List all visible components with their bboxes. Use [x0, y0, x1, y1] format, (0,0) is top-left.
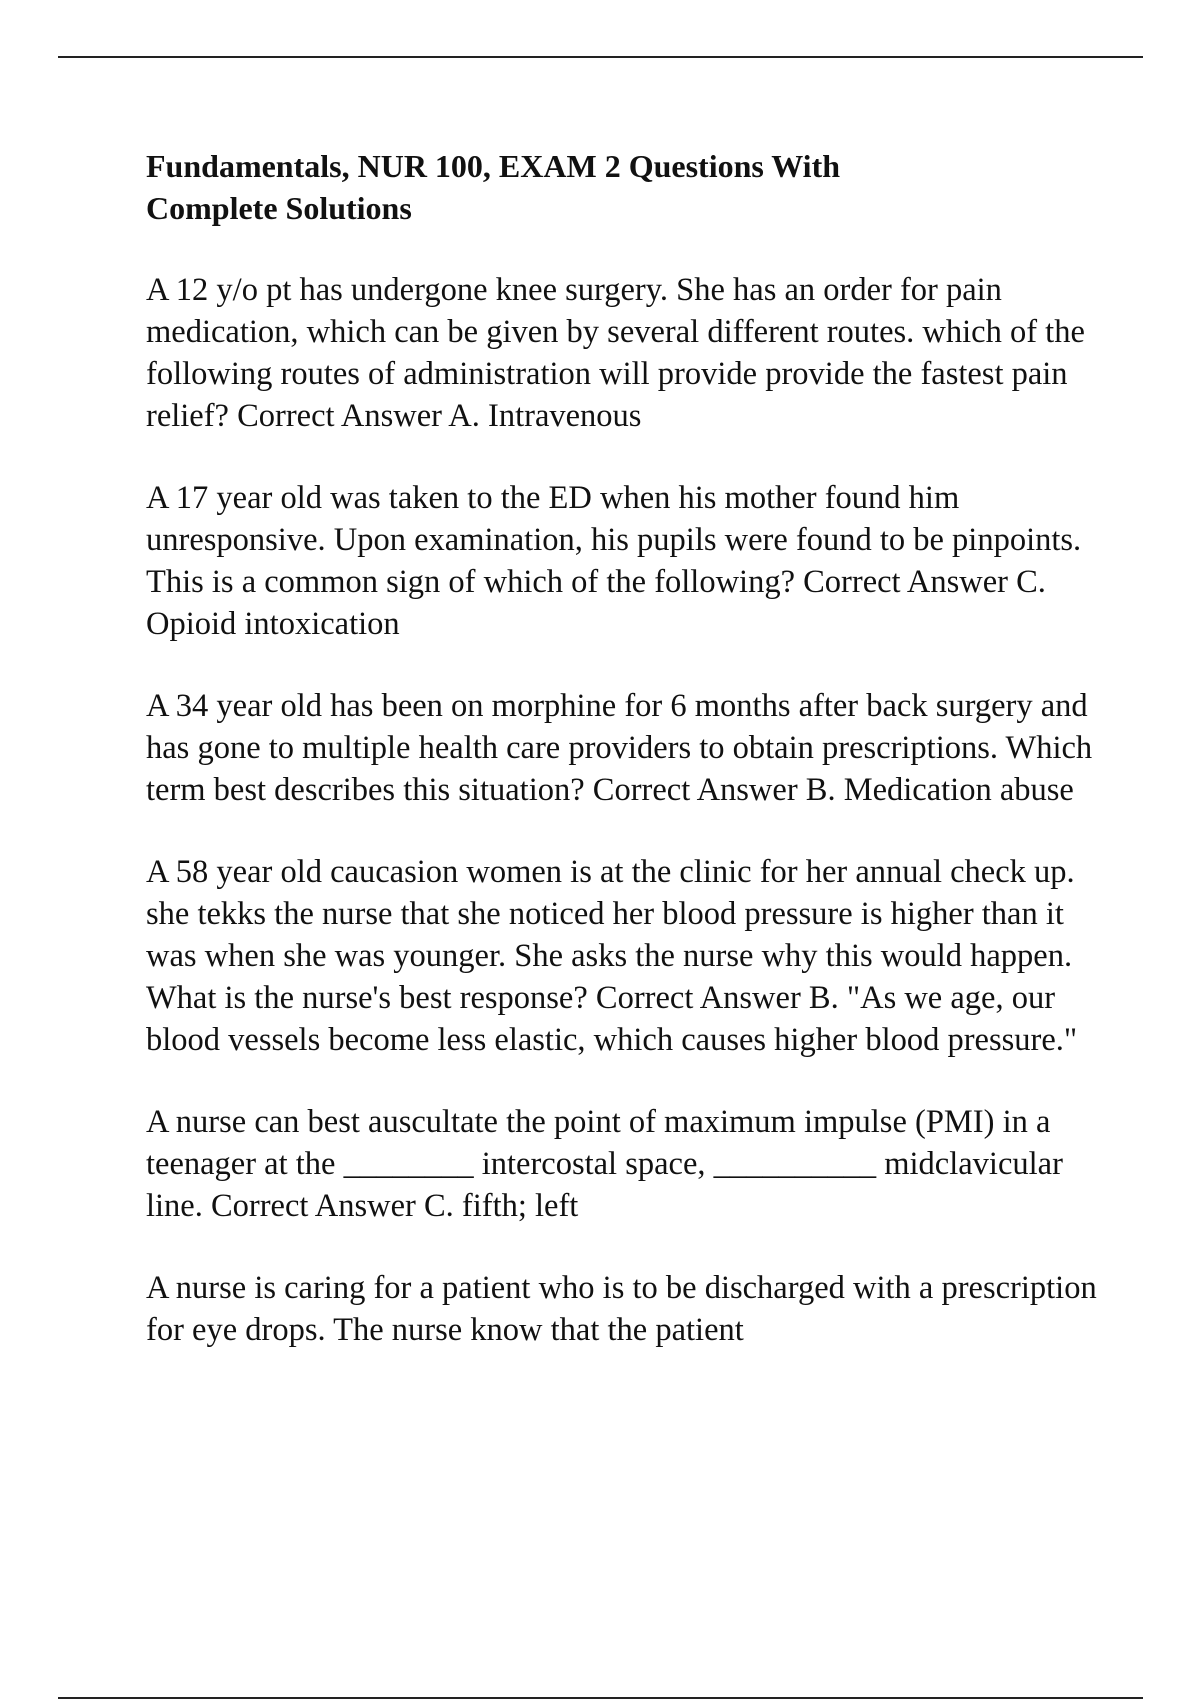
document-title: Fundamentals, NUR 100, EXAM 2 Questions With Complete Solutions [146, 148, 841, 226]
top-rule [58, 56, 1143, 58]
question-item: A 58 year old caucasion women is at the clinic for her annual check up. she tekks the nurse that she noticed her blood pressure is higher than it was when she was younger. She asks the nurse why this would happen. What is the nurse's best response? Correct Answer B. "As we age, our blood vessels become less elastic, which causes higher blood pressure." [146, 854, 1078, 1058]
question-item: A 34 year old has been on morphine for 6 months after back surgery and has gone to multiple health care providers to obtain prescriptions. Which term best describes this situation? Correct Answer B. Medication abuse [146, 688, 1093, 808]
question-item: A nurse is caring for a patient who is to be discharged with a prescription for eye drops. The nurse know that the patient [146, 1270, 1097, 1348]
question-item: A nurse can best auscultate the point of maximum impulse (PMI) in a teenager at the ________ intercostal space, __________ midclavicular line. Correct Answer C. fifth; left [146, 1104, 1063, 1224]
document-body [146, 145, 1106, 1351]
question-item: A 17 year old was taken to the ED when his mother found him unresponsive. Upon examination, his pupils were found to be pinpoints. This is a common sign of which of the following? Correct Answer C. Opioid intoxication [146, 480, 1082, 642]
question-item: A 12 y/o pt has undergone knee surgery. She has an order for pain medication, which can be given by several different routes. which of the following routes of administration will provide provide the fastest pain relief? Correct Answer A. Intravenous [146, 272, 1085, 434]
bottom-rule [58, 1697, 1143, 1699]
